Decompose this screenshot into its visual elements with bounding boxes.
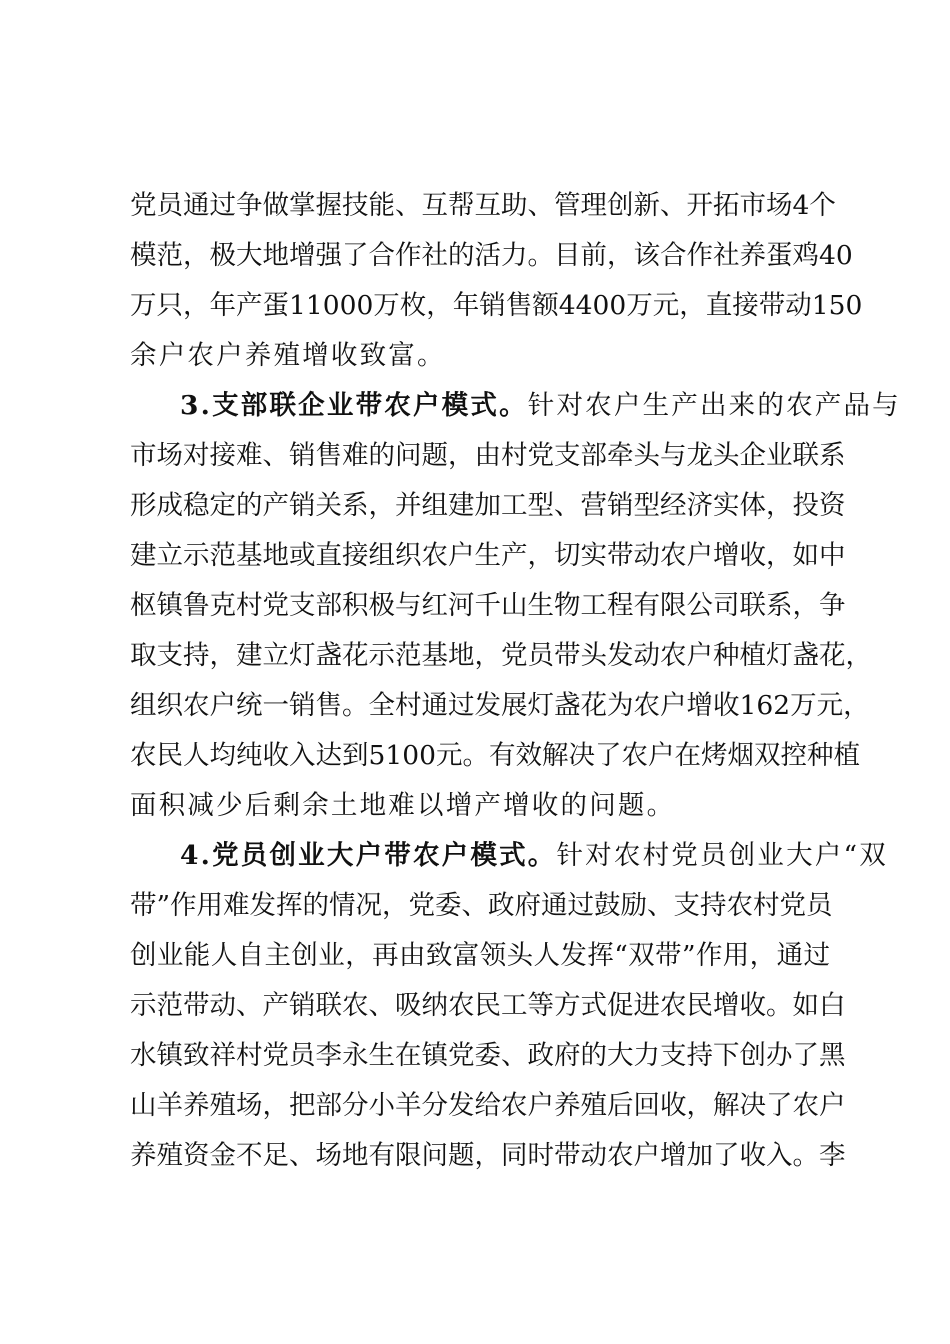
section-heading: 4.党员创业大户带农户模式。 xyxy=(180,840,557,871)
text-run: 针对农村党员创业大户“双 xyxy=(556,840,888,871)
text-line: 水镇致祥村党员李永生在镇党委、政府的大力支持下创办了黑 xyxy=(130,1040,846,1071)
section-heading: 3.支部联企业带农户模式。 xyxy=(180,390,528,421)
text-line: 模范，极大地增强了合作社的活力。目前，该合作社养蛋鸡40 xyxy=(130,240,853,271)
text-line: 山羊养殖场，把部分小羊分发给农户养殖后回收，解决了农户 xyxy=(130,1090,846,1121)
text-line: 创业能人自主创业，再由致富领头人发挥“双带”作用，通过 xyxy=(130,940,830,971)
paragraph-first-line xyxy=(180,390,901,421)
text-run: 针对农户生产出来的农产品与 xyxy=(527,390,901,421)
text-line: 党员通过争做掌握技能、互帮互助、管理创新、开拓市场4个 xyxy=(130,190,836,221)
paragraph-first-line xyxy=(180,840,888,871)
text-line: 余户农户养殖增收致富。 xyxy=(130,340,446,371)
text-line: 形成稳定的产销关系，并组建加工型、营销型经济实体，投资 xyxy=(130,490,846,521)
text-line: 枢镇鲁克村党支部积极与红河千山生物工程有限公司联系，争 xyxy=(130,590,846,621)
text-line: 养殖资金不足、场地有限问题，同时带动农户增加了收入。李 xyxy=(130,1140,846,1171)
text-line: 示范带动、产销联农、吸纳农民工等方式促进农民增收。如白 xyxy=(130,990,846,1021)
text-line: 面积减少后剩余土地难以增产增收的问题。 xyxy=(130,790,676,821)
text-line: 取支持，建立灯盏花示范基地，党员带头发动农户种植灯盏花， xyxy=(130,640,872,671)
text-line: 农民人均纯收入达到5100元。有效解决了农户在烤烟双控种植 xyxy=(130,740,860,771)
text-line: 带”作用难发挥的情况，党委、政府通过鼓励、支持农村党员 xyxy=(130,890,833,921)
text-line: 组织农户统一销售。全村通过发展灯盏花为农户增收162万元， xyxy=(130,690,870,721)
text-line: 万只，年产蛋11000万枚，年销售额4400万元，直接带动150 xyxy=(130,290,863,321)
text-line: 建立示范基地或直接组织农户生产，切实带动农户增收，如中 xyxy=(130,540,846,571)
text-line: 市场对接难、销售难的问题，由村党支部牵头与龙头企业联系 xyxy=(130,440,846,471)
